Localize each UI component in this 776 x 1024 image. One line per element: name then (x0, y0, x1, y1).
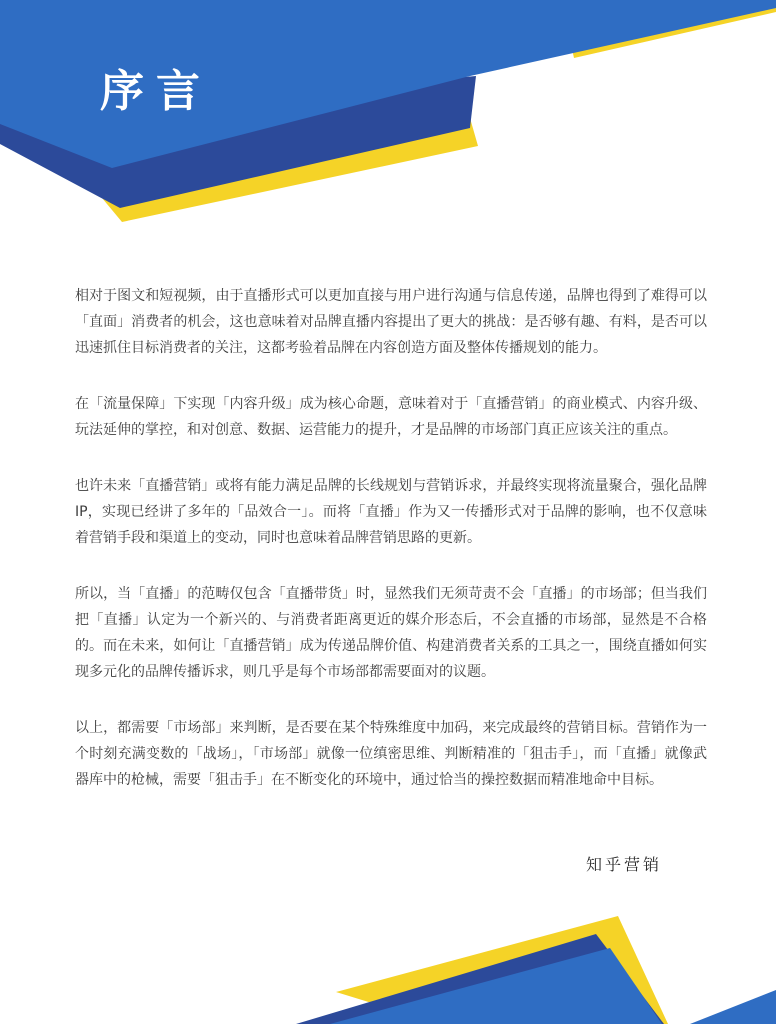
paragraph: 所以，当「直播」的范畴仅包含「直播带货」时，显然我们无须苛责不会「直播」的市场部；但当我们把「直播」认定为一个新兴的、与消费者距离更近的媒介形态后，不会直播的市场部，显然是不合格的。而在未来，如何让「直播营销」成为传递品牌价值、构建消费者关系的工具之一，围绕直播如何实现多元化的品牌传播诉求，则几乎是每个市场部都需要面对的议题。 (75, 586, 707, 680)
preface-body (75, 283, 707, 823)
paragraph: 在「流量保障」下实现「内容升级」成为核心命题，意味着对于「直播营销」的商业模式、内容升级、玩法延伸的掌控，和对创意、数据、运营能力的提升，才是品牌的市场部门真正应该关注的重点。 (75, 396, 707, 438)
paragraph: 相对于图文和短视频，由于直播形式可以更加直接与用户进行沟通与信息传递，品牌也得到了难得可以「直面」消费者的机会，这也意味着对品牌直播内容提出了更大的挑战：是否够有趣、有料，是否可以迅速抓住目标消费者的关注，这都考验着品牌在内容创造方面及整体传播规划的能力。 (75, 288, 707, 356)
paragraph: 也许未来「直播营销」或将有能力满足品牌的长线规划与营销诉求，并最终实现将流量聚合，强化品牌 IP，实现已经讲了多年的「品效合一」。而将「直播」作为又一传播形式对于品牌的影响，也不仅意味着营销手段和渠道上的变动，同时也意味着品牌营销思路的更新。 (75, 478, 707, 546)
footer-right-blue (690, 990, 776, 1024)
signature: 知乎营销 (586, 855, 663, 874)
paragraph: 以上，都需要「市场部」来判断，是否要在某个特殊维度中加码，来完成最终的营销目标。营销作为一个时刻充满变数的「战场」，「市场部」就像一位缜密思维、判断精准的「狙击手」，而「直播」就像武器库中的枪械，需要「狙击手」在不断变化的环境中，通过恰当的操控数据而精准地命中目标。 (75, 720, 707, 788)
page-title: 序言 (100, 66, 212, 117)
